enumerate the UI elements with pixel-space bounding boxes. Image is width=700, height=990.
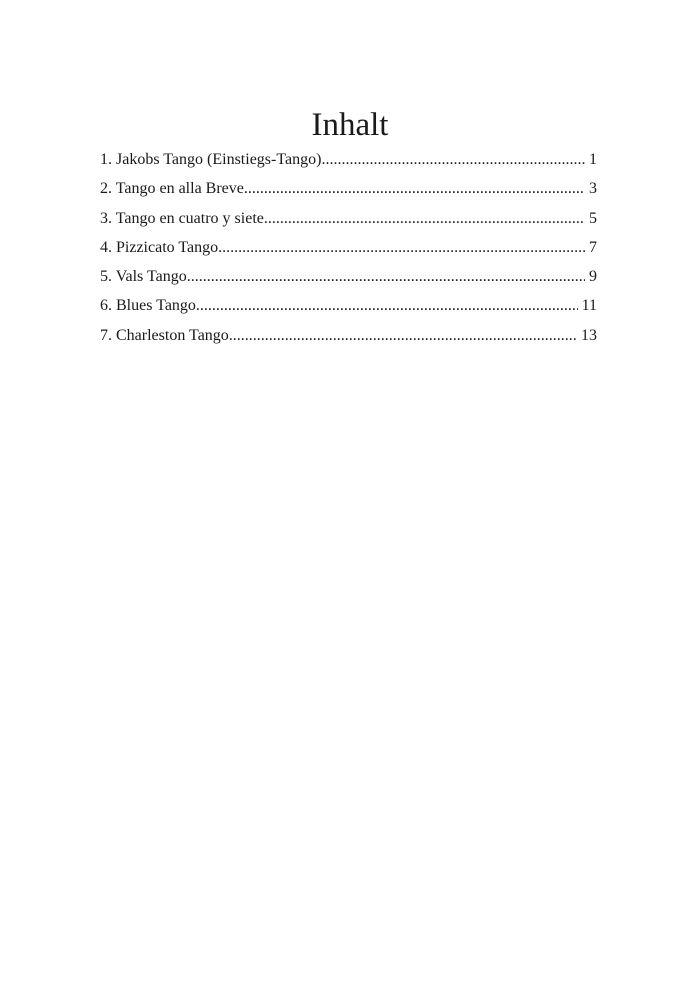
toc-entry-title: 4. Pizzicato Tango (100, 238, 219, 256)
toc-entry (100, 325, 597, 354)
toc-entry (100, 208, 597, 237)
toc-dot-leader (229, 325, 577, 347)
toc-entry (100, 295, 597, 324)
toc-page-number: 11 (581, 297, 597, 315)
toc-entry-title: 7. Charleston Tango (100, 326, 229, 344)
toc-page-number: 1 (589, 151, 597, 168)
toc-entry-title: 1. Jakobs Tango (Einstiegs-Tango) (100, 151, 322, 168)
toc-entry-title: 2. Tango en alla Breve (100, 180, 244, 198)
toc-page-number: 5 (589, 209, 597, 227)
toc-page-number: 9 (589, 268, 597, 286)
toc-dot-leader (264, 208, 585, 230)
toc-dot-leader (321, 149, 585, 171)
toc-entry (100, 149, 597, 178)
toc-dot-leader (196, 295, 578, 317)
table-of-contents (100, 149, 597, 354)
toc-entry-title: 6. Blues Tango (100, 297, 196, 315)
toc-entry (100, 266, 597, 295)
toc-entry-title: 3. Tango en cuatro y siete (100, 209, 264, 227)
toc-entry (100, 237, 597, 266)
toc-dot-leader (187, 266, 585, 288)
toc-page-number: 3 (589, 180, 597, 198)
toc-entry (100, 178, 597, 207)
toc-page-number: 13 (581, 326, 597, 344)
toc-entry-title: 5. Vals Tango (100, 268, 187, 286)
toc-page-number: 7 (589, 238, 597, 256)
toc-dot-leader (218, 237, 585, 259)
toc-dot-leader (244, 178, 585, 200)
page-title: Inhalt (311, 107, 389, 144)
